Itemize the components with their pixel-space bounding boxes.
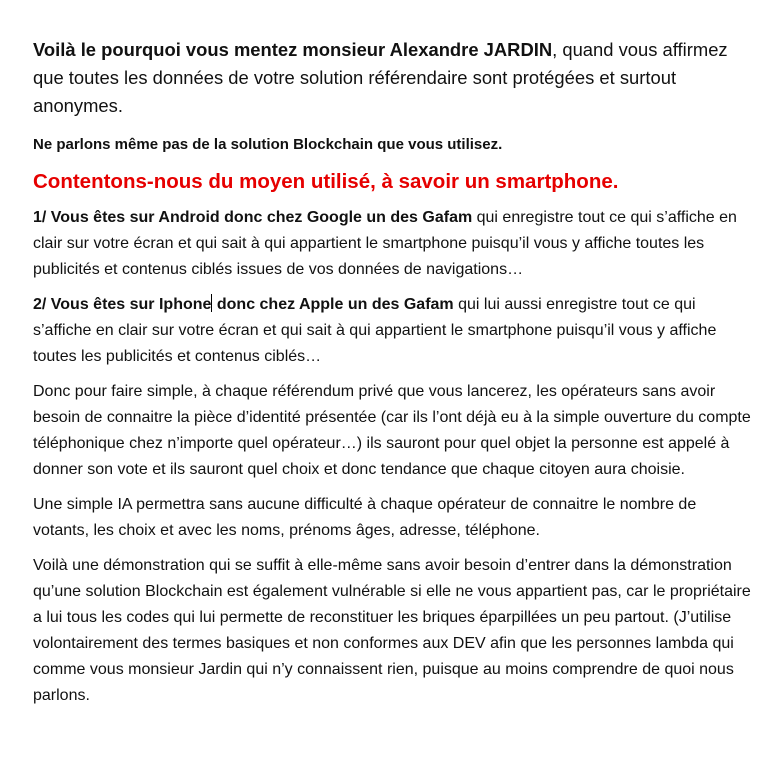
iphone-bold-text-b: donc chez Apple un des Gafam	[212, 296, 454, 313]
paragraph-referendum: Donc pour faire simple, à chaque référendum privé que vous lancerez, les opérateurs sans avoir besoin de connaitre la pièce d’identité présentée (car ils l’ont déjà eu à la simple ouverture du compte téléphonique chez n’importe quel opérateur…) ils sauront pour quel objet la personne est appelé à donner son vote et ils sauront quel choix et donc tendance que chaque citoyen aura choisie.	[33, 383, 751, 478]
iphone-text: qui lui aussi enregistre tout ce qui s’affiche en clair sur votre écran et qui sait à qui appartient le smartphone puisqu’il vous y affiche toutes les publicités et contenus ciblés…	[33, 296, 717, 365]
paragraph-android	[33, 205, 756, 283]
paragraph-demonstration: Voilà une démonstration qui se suffit à elle-même sans avoir besoin d’entrer dans la démonstration qu’une solution Blockchain est également vulnérable si elle ne vous appartient pas, car le propriétaire a lui tous les codes qui lui permette de reconstituer les briques éparpillées un peu partout. (J’utilise volontairement des termes basiques et non conformes aux DEV afin que les personnes lambda qui comme vous monsieur Jardin qui n’y connaissent rien, puisque au moins comprendre de quoi nous parlons.	[33, 557, 751, 704]
red-heading: Contentons-nous du moyen utilisé, à savoir un smartphone.	[33, 170, 619, 193]
android-bold-text: 1/ Vous êtes sur Android donc chez Google un des Gafam	[33, 209, 473, 226]
iphone-bold-text-a: 2/ Vous êtes sur Iphone	[33, 296, 212, 313]
intro-bold-text: Voilà le pourquoi vous mentez monsieur Alexandre JARDIN	[33, 39, 553, 60]
paragraph-blockchain-note: Ne parlons même pas de la solution Blockchain que vous utilisez.	[33, 136, 503, 153]
paragraph-iphone	[33, 292, 756, 370]
paragraph-ia: Une simple IA permettra sans aucune difficulté à chaque opérateur de connaitre le nombre de votants, les choix et avec les noms, prénoms âges, adresse, téléphone.	[33, 496, 697, 539]
android-text: qui enregistre tout ce qui s’affiche en clair sur votre écran et qui sait à qui appartient le smartphone puisqu’il vous y affiche toutes les publicités et contenus ciblés issues de vos données de navigations…	[33, 209, 737, 278]
intro-text: , quand vous affirmez que toutes les données de votre solution référendaire sont protégées et surtout anonymes.	[33, 39, 728, 116]
paragraph-intro	[33, 36, 756, 120]
